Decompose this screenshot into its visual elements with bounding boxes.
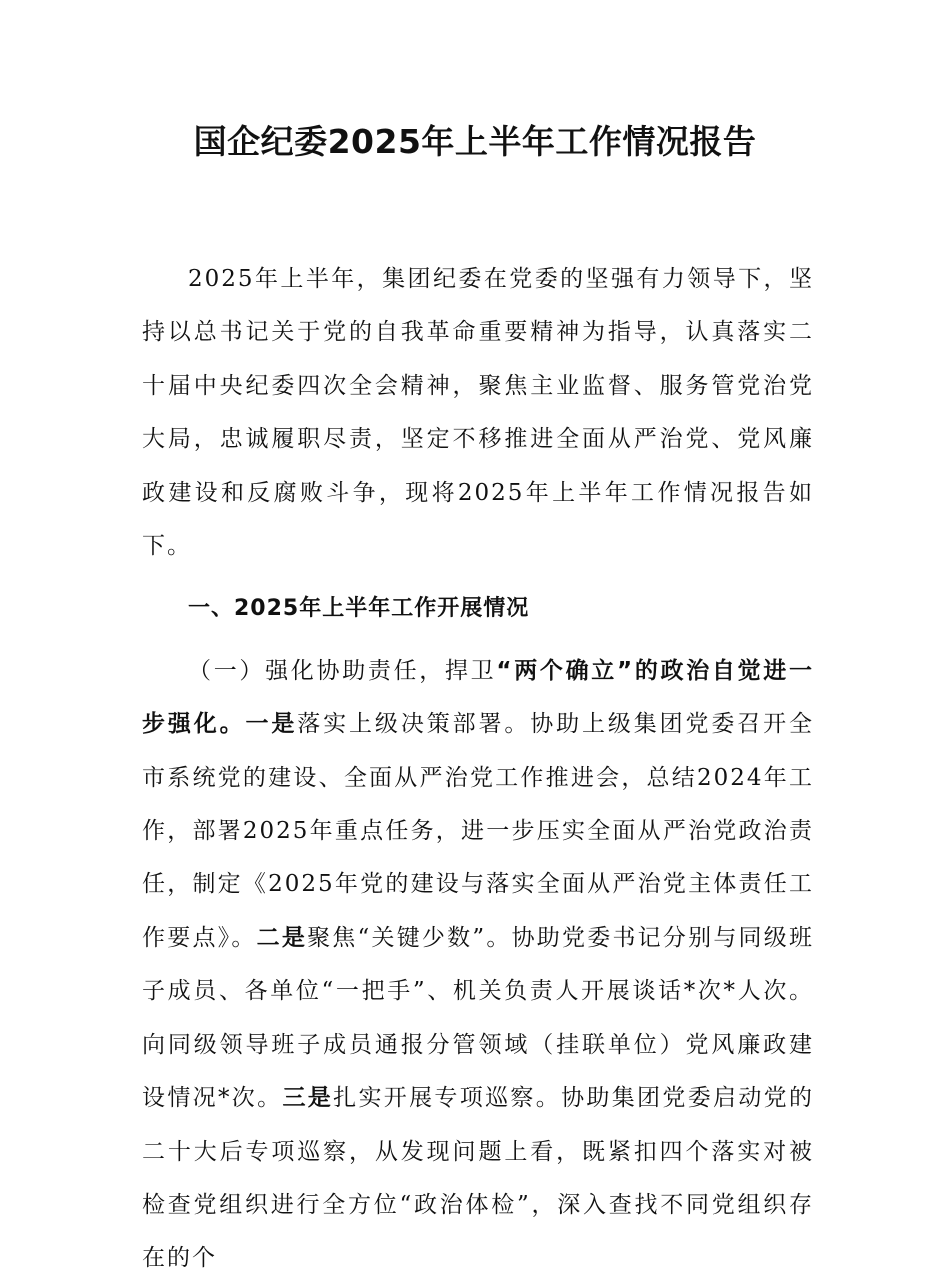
subsection-paragraph (142, 645, 814, 1286)
point-text-3: 扎实开展专项巡察。协助集团党委启动党的二十大后专项巡察，从发现问题上看，既紧扣四个落实对被检查党组织进行全方位“政治体检”，深入查找不同党组织存在的个 (142, 1085, 815, 1272)
section-heading: 一、2025年上半年工作开展情况 (188, 596, 530, 622)
point-text-1: 落实上级决策部署。协助上级集团党委召开全市系统党的建设、全面从严治党工作推进会，总结2024年工作，部署2025年重点任务，进一步压实全面从严治党政治责任，制定《2025年党的建设与落实全面从严治党主体责任工作要点》。 (142, 711, 815, 951)
subsection-heading: “两个确立”的政治自觉进一步强化。 (142, 657, 815, 738)
point-label-1: 一是 (245, 711, 298, 738)
point-text-2: 聚焦“关键少数”。协助党委书记分别与同级班子成员、各单位“一把手”、机关负责人开展谈话*次*人次。向同级领导班子成员通报分管领域（挂联单位）党风廉政建设情况*次。 (142, 924, 815, 1112)
subsection-prefix: （一）强化协助责任，捍卫 (188, 657, 497, 684)
point-label-2: 二是 (256, 924, 308, 951)
document-title: 国企纪委2025年上半年工作情况报告 (193, 122, 757, 161)
intro-paragraph: 2025年上半年，集团纪委在党委的坚强有力领导下，坚持以总书记关于党的自我革命重要精神为指导，认真落实二十届中央纪委四次全会精神，聚焦主业监督、服务管党治党大局，忠诚履职尽责，坚定不移推进全面从严治党、党风廉政建设和反腐败斗争，现将2025年上半年工作情况报告如下。 (142, 266, 814, 560)
document-body (142, 253, 814, 1286)
point-label-3: 三是 (282, 1085, 334, 1112)
